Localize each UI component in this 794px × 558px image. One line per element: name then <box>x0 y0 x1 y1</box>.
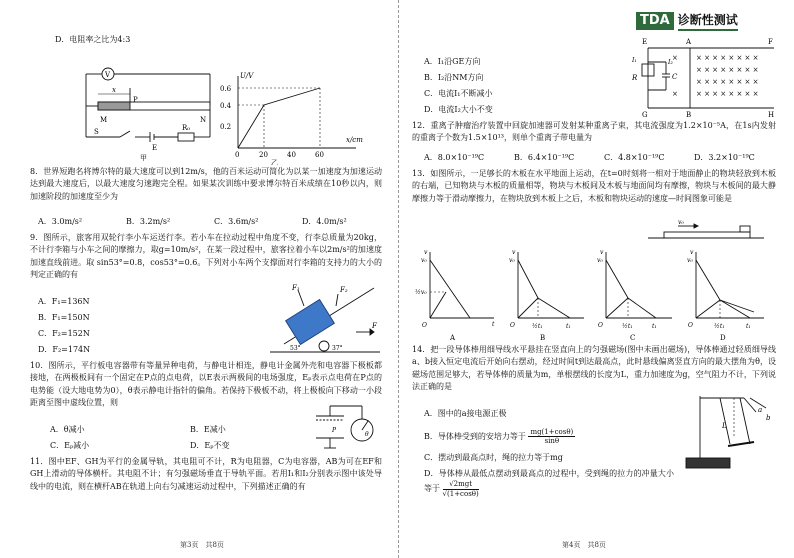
q14-stand-figure <box>680 388 772 472</box>
svg-text:½t₁: ½t₁ <box>714 323 725 330</box>
q11-stem: 11．图中EF、GH为平行的金属导轨，其电阻可不计，R为电阻器，C为电容器，AB为可在EF和GH上滑动的导体横杆。其电阻不计；有匀强磁场垂直于导轨平面。若用I₁和I₂分别表示图中该处导线中的电流，则在横杆AB在轨道上向右匀减速运动过程中，下列描述正确的有 <box>30 457 382 491</box>
svg-text:t₁: t₁ <box>566 323 571 330</box>
svg-text:×: × <box>672 54 678 62</box>
voltmeter-symbol: V <box>105 71 111 79</box>
svg-text:H: H <box>768 111 775 118</box>
q12-option-a: A．8.0×10⁻¹⁹C <box>424 153 485 162</box>
q9-option-d: D．F₂=174N <box>38 345 91 354</box>
svg-text:53°: 53° <box>290 345 301 352</box>
q14-stem: 14．把一段导体棒用细导线水平悬挂在竖直向上的匀强磁场(图中未画出磁场)，导体棒通过轻质细导线a、b接入恒定电流后开始向右摆动，经过时间t到达最高点，此时悬线偏离竖直方向的最大摆角为θ，设磁场范围足够大，若导体棒的质量为m，单根摆线的长度为L，重力加速度为g，空气阻力不计，下列说法正确的是 <box>412 345 776 392</box>
svg-text:B: B <box>686 111 692 118</box>
graph-label-c: C <box>630 334 636 342</box>
q14-option-a: A．图中的a接电源正极 <box>424 409 507 418</box>
q8-option-b: B．3.2m/s² <box>126 217 171 226</box>
formula-b: $\frac{mg(1+\cos\theta)}{\sin\theta}$ <box>530 428 574 446</box>
q10-option-b: B．E减小 <box>190 425 226 434</box>
left-page <box>30 0 382 558</box>
svg-text:× × × × × × × ×: × × × × × × × × <box>696 90 759 98</box>
q8-option-d: D．4.0m/s² <box>302 217 347 226</box>
q14-option-b: B．导体棒受到的安培力等于 $\frac{mg(1+\cos\theta)}{\sin\theta}$ <box>424 428 574 446</box>
svg-text:F: F <box>372 322 377 330</box>
svg-text:½t₁: ½t₁ <box>532 323 543 330</box>
q9-option-b: B．F₁=150N <box>38 313 90 322</box>
svg-text:a: a <box>758 406 763 414</box>
q9-option-a: A．F₁=136N <box>38 297 90 306</box>
svg-text:× × × × × × × ×: × × × × × × × × <box>696 66 759 74</box>
svg-text:0.2: 0.2 <box>220 123 232 131</box>
svg-text:v: v <box>512 249 516 256</box>
page-divider <box>398 0 399 558</box>
svg-text:E: E <box>642 38 648 46</box>
svg-text:t₁: t₁ <box>746 323 751 330</box>
svg-text:L: L <box>722 422 727 430</box>
svg-text:O: O <box>688 322 693 329</box>
q12-option-b: B．6.4×10⁻¹⁹C <box>514 153 575 162</box>
svg-text:40: 40 <box>287 151 296 159</box>
q9-stem: 9．图所示，旅客用双轮行李小车运送行李。若小车在拉动过程中角度不变，行李总质量为20kg，不计行李箱与小车之间的摩擦力，取g=10m/s²，在某一段过程中，旅客拉着小车以2m/s²的加速度加速直线前进。取 sin53°=0.8，cos53°=0.6。下列对小车两个支撑面对行李箱的支持力的大小的判定正确的有 <box>30 233 382 280</box>
graph-label-a: A <box>450 334 456 342</box>
svg-text:v: v <box>424 249 428 256</box>
svg-text:A: A <box>686 38 692 46</box>
q14-option-d: D．导体棒从最低点摆动到最高点的过程中，受到绳的拉力的冲量大小等于 √2mgt √(1+cosθ) <box>424 469 674 498</box>
svg-text:I₁: I₁ <box>632 57 637 64</box>
q12-option-c: C．4.8×10⁻¹⁹C <box>604 153 665 162</box>
svg-text:P: P <box>133 96 138 104</box>
svg-text:N: N <box>200 116 207 124</box>
svg-text:60: 60 <box>315 151 324 159</box>
q7-option-d: D．电阻率之比为4:3 <box>55 35 131 44</box>
svg-text:v₀: v₀ <box>597 257 603 264</box>
svg-text:0: 0 <box>235 151 240 159</box>
svg-text:M: M <box>100 116 108 124</box>
figure-caption-jia: 甲 <box>140 154 147 162</box>
formula-d: √2mgt √(1+cosθ) <box>442 480 479 498</box>
graph-label-b: B <box>540 334 546 342</box>
graph-y-label: U/V <box>240 72 254 80</box>
q8-option-a: A．3.0m/s² <box>38 217 83 226</box>
svg-text:G: G <box>642 111 648 118</box>
svg-text:θ: θ <box>365 431 369 438</box>
page-footer-right: 第4页 共8页 <box>562 541 606 549</box>
q8-option-c: C．3.6m/s² <box>214 217 259 226</box>
svg-text:× × × × × × × ×: × × × × × × × × <box>696 54 759 62</box>
svg-text:F₁: F₁ <box>292 284 300 292</box>
svg-text:20: 20 <box>259 151 268 159</box>
svg-text:v: v <box>600 249 604 256</box>
svg-text:O: O <box>422 322 427 329</box>
svg-text:v: v <box>690 249 694 256</box>
svg-text:b: b <box>766 414 771 422</box>
svg-text:F: F <box>768 38 773 46</box>
svg-text:v₀: v₀ <box>687 257 693 264</box>
svg-text:v₀: v₀ <box>421 257 427 264</box>
q7-circuit-figure <box>80 62 220 162</box>
graph-x-label: x/cm <box>346 136 363 144</box>
svg-text:½v₀: ½v₀ <box>415 289 427 296</box>
svg-text:× × × × × × × ×: × × × × × × × × <box>696 78 759 86</box>
q13-vt-graphs <box>414 246 776 342</box>
banner-title: 诊断性测试 <box>678 11 738 32</box>
q13-board-figure <box>648 218 764 242</box>
svg-text:½t₁: ½t₁ <box>622 323 633 330</box>
svg-text:v₀: v₀ <box>509 257 515 264</box>
graph-label-d: D <box>720 334 726 342</box>
svg-text:F₂: F₂ <box>340 286 348 294</box>
svg-text:E: E <box>152 144 158 152</box>
svg-text:R₀: R₀ <box>182 124 191 132</box>
q8-stem: 8．世界短跑名将博尔特的最大速度可以到12m/s，他的百米运动可简化为以某一加速度为加速运动达到最大速度后，以最大速度匀速跑完全程。如果某次训练中要求博尔特百米成绩在10秒以内，则加速阶段的加速度至少为 <box>30 167 382 201</box>
q10-option-c: C．Eₚ减小 <box>50 441 90 450</box>
q11-option-b: B．I₂沿NM方向 <box>424 73 484 82</box>
q11-option-c: C．电流I₁不断减小 <box>424 89 493 98</box>
q11-option-d: D．电流I₂大小不变 <box>424 105 493 114</box>
svg-text:C: C <box>672 73 678 81</box>
svg-text:t₁: t₁ <box>652 323 657 330</box>
right-page <box>412 0 776 558</box>
q9-luggage-figure <box>270 280 380 360</box>
svg-text:0.6: 0.6 <box>220 85 232 93</box>
svg-text:37°: 37° <box>332 345 343 352</box>
svg-text:v₀: v₀ <box>678 219 684 226</box>
q10-option-d: D．Eₚ不变 <box>190 441 230 450</box>
q10-capacitor-figure <box>310 402 382 452</box>
svg-text:I₂: I₂ <box>668 59 673 66</box>
q7-ux-graph <box>216 70 366 165</box>
page-footer-left: 第3页 共8页 <box>180 541 224 549</box>
svg-text:O: O <box>510 322 515 329</box>
svg-text:0.4: 0.4 <box>220 102 232 110</box>
q10-stem: 10．图所示，平行板电容器带有等量异种电荷，与静电计相连，静电计金属外壳和电容器下极板都接地，在两极板间有一个固定在P点的点电荷，以E表示两极间的电场强度，Eₚ表示点电荷在P点的电势能（设大地电势为0），θ表示静电计指针的偏角。若保持下极板不动，将上极板向下移动一小段距离至图中虚线位置，则 <box>30 361 382 408</box>
q11-rail-figure <box>628 34 778 118</box>
figure-caption-yi: 乙 <box>271 159 278 165</box>
q14-option-c: C．摆动到最高点时，绳的拉力等于mg <box>424 453 563 462</box>
svg-text:×: × <box>672 90 678 98</box>
q10-option-a: A．θ减小 <box>50 425 85 434</box>
q9-option-c: C．F₂=152N <box>38 329 90 338</box>
svg-text:S: S <box>94 128 99 136</box>
q13-stem: 13．如图所示，一足够长的木板在水平地面上运动，在t=0时刻将一相对于地面静止的物块轻放到木板的右端，已知物块与木板的质量相等，物块与木板间及木板与地面间均有摩擦，物块与木板间的最大静摩擦力等于滑动摩擦力，在物块放到木板上之后，木板和物块运动的速度—时间图象可能是 <box>412 169 776 203</box>
magnetic-field-crosses <box>672 54 759 98</box>
svg-text:O: O <box>598 322 603 329</box>
svg-text:P: P <box>332 427 337 434</box>
q11-option-a: A．I₁沿GE方向 <box>424 57 481 66</box>
svg-text:x: x <box>112 86 116 94</box>
banner-tag: TDA <box>636 12 674 30</box>
q12-option-d: D．3.2×10⁻¹⁹C <box>694 153 755 162</box>
svg-text:R: R <box>632 74 638 82</box>
svg-text:t: t <box>492 321 495 328</box>
q12-stem: 12．重离子肿瘤治疗装置中回旋加速器可发射某种重离子束，其电流强度为1.2×10⁻⁵A，在1s内发射的重离子个数为1.5×10¹³，则单个重离子带电量为 <box>412 121 776 143</box>
